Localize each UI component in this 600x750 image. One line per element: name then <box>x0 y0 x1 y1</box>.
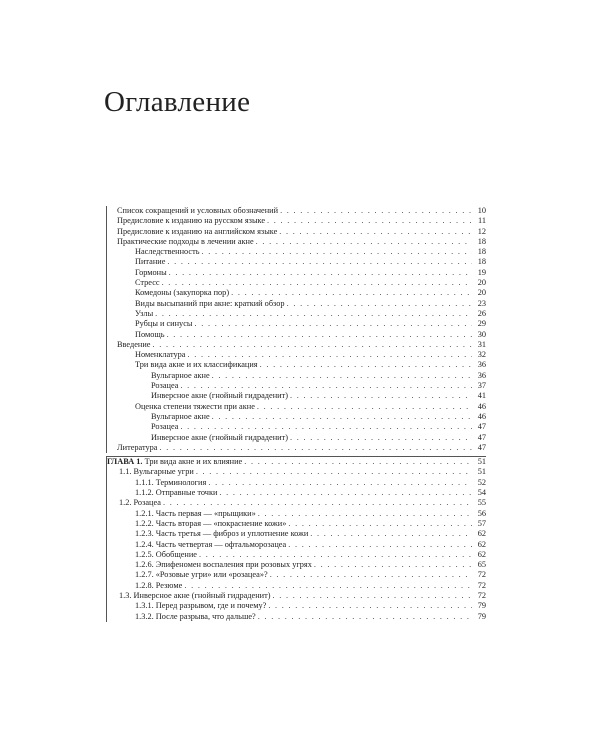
leader-dots <box>270 570 472 580</box>
chapter-title: Три вида акне и их влияние <box>144 457 243 467</box>
toc-page-number: 10 <box>477 206 486 215</box>
toc-page-number: 72 <box>477 580 486 590</box>
toc-page-number: 72 <box>477 590 486 600</box>
toc-entry[interactable] <box>106 422 486 432</box>
toc-entry[interactable] <box>106 247 486 257</box>
toc-entry[interactable] <box>106 206 486 216</box>
toc-entry[interactable] <box>106 278 486 288</box>
leader-dots <box>212 371 472 381</box>
toc-entry[interactable] <box>106 540 486 550</box>
toc-entry[interactable] <box>106 570 486 580</box>
toc-entry-text: Инверсное акне (гнойный гидраденит) <box>151 391 288 401</box>
leader-dots <box>163 498 472 508</box>
toc-entry-text: 1.3.2. После разрыва, что дальше? <box>135 611 256 621</box>
toc-page-number: 62 <box>477 529 486 539</box>
leader-dots <box>258 509 472 519</box>
toc-entry-text: Розацеа <box>151 381 179 391</box>
leader-dots <box>201 247 472 257</box>
toc-page-number: 37 <box>477 381 486 391</box>
toc-page-number: 36 <box>477 370 486 380</box>
table-of-contents <box>106 206 486 622</box>
toc-entry-text: Инверсное акне (гнойный гидраденит) <box>151 432 288 442</box>
front-section <box>106 206 486 453</box>
toc-page-number: 51 <box>477 467 486 477</box>
toc-entry-text: Виды высыпаний при акне: краткий обзор <box>135 298 285 308</box>
toc-entry[interactable] <box>106 237 486 247</box>
leader-dots <box>268 601 472 611</box>
toc-entry-text: Вульгарное акне <box>151 370 210 380</box>
toc-entry-text: Практические подходы в лечении акне <box>117 236 254 246</box>
toc-entry-text: 1.2.4. Часть четвертая — офтальморозацеа <box>135 539 287 549</box>
leader-dots <box>280 206 472 216</box>
toc-entry-text: 1.2.5. Обобщение <box>135 549 197 559</box>
toc-entry[interactable] <box>106 529 486 539</box>
toc-entry[interactable] <box>106 612 486 622</box>
toc-entry[interactable] <box>106 591 486 601</box>
leader-dots <box>256 237 472 247</box>
leader-dots <box>196 467 472 477</box>
chapter-section <box>106 467 486 621</box>
toc-page-number: 41 <box>477 391 486 401</box>
chapter-label: ГЛАВА 1. <box>107 457 143 467</box>
toc-page-number: 36 <box>477 360 486 370</box>
toc-entry[interactable] <box>106 433 486 443</box>
leader-dots <box>162 278 472 288</box>
leader-dots <box>160 443 473 453</box>
toc-page-number: 31 <box>477 339 486 349</box>
toc-entry-text: 1.2.3. Часть третья — фиброз и уплотнение кожи <box>135 529 309 539</box>
toc-entry[interactable] <box>106 288 486 298</box>
toc-entry[interactable] <box>106 443 486 453</box>
toc-entry[interactable] <box>106 478 486 488</box>
toc-entry[interactable] <box>106 319 486 329</box>
toc-entry[interactable] <box>106 519 486 529</box>
toc-page-number: 20 <box>477 278 486 288</box>
toc-page-number: 47 <box>477 422 486 432</box>
toc-entry[interactable] <box>106 560 486 570</box>
toc-entry[interactable] <box>106 412 486 422</box>
toc-entry-text: 1.3.1. Перед разрывом, где и почему? <box>135 601 267 611</box>
leader-dots <box>155 309 472 319</box>
chapter-page-number: 51 <box>477 457 486 467</box>
toc-entry-text: 1.2.7. «Розовые угри» или «розацеа»? <box>135 570 268 580</box>
leader-dots <box>288 540 472 550</box>
leader-dots <box>180 381 472 391</box>
leader-dots <box>287 299 472 309</box>
toc-page-number: 62 <box>477 549 486 559</box>
chapter-heading[interactable] <box>106 456 486 467</box>
leader-dots <box>184 581 472 591</box>
leader-dots <box>257 402 472 412</box>
leader-dots <box>258 612 472 622</box>
toc-entry-text: 1.1.2. Отправные точки <box>135 488 218 498</box>
toc-entry-text: 1.1. Вульгарные угри <box>119 467 194 477</box>
toc-entry[interactable] <box>106 391 486 401</box>
toc-entry-text: 1.1.1. Терминология <box>135 477 207 487</box>
toc-page-number: 79 <box>477 601 486 611</box>
toc-page-number: 23 <box>477 298 486 308</box>
toc-entry[interactable] <box>106 330 486 340</box>
toc-entry[interactable] <box>106 381 486 391</box>
toc-entry-text: Оценка степени тяжести при акне <box>135 401 255 411</box>
leader-dots <box>167 257 472 267</box>
toc-entry-text: Розацеа <box>151 422 179 432</box>
leader-dots <box>279 227 472 237</box>
toc-entry-text: Питание <box>135 257 166 267</box>
toc-entry-text: 1.2.2. Часть вторая — «покраснение кожи» <box>135 518 287 528</box>
toc-entry-text: Наследственность <box>135 247 200 257</box>
toc-page-number: 62 <box>477 539 486 549</box>
leader-dots <box>208 478 472 488</box>
toc-entry[interactable] <box>106 227 486 237</box>
toc-page-number: 29 <box>477 319 486 329</box>
toc-entry-text: Три вида акне и их классификация <box>135 360 258 370</box>
toc-entry-text: Рубцы и синусы <box>135 319 193 329</box>
toc-entry-text: 1.2.1. Часть первая — «прыщики» <box>135 508 256 518</box>
leader-dots <box>272 591 472 601</box>
toc-entry[interactable] <box>106 216 486 226</box>
toc-entry[interactable] <box>106 340 486 350</box>
toc-entry-text: Гормоны <box>135 267 167 277</box>
toc-page-number: 79 <box>477 611 486 621</box>
toc-entry[interactable] <box>106 550 486 560</box>
toc-page-number: 20 <box>477 288 486 298</box>
leader-dots <box>244 457 472 467</box>
leader-dots <box>167 330 472 340</box>
leader-dots <box>290 433 472 443</box>
leader-dots <box>231 288 472 298</box>
toc-page-number: 12 <box>477 226 486 236</box>
toc-page-number: 54 <box>477 488 486 498</box>
toc-entry[interactable] <box>106 402 486 412</box>
leader-dots <box>180 422 472 432</box>
toc-entry-text: Введение <box>117 339 151 349</box>
leader-dots <box>314 560 472 570</box>
toc-entry[interactable] <box>106 371 486 381</box>
toc-entry-text: Номенклатура <box>135 350 186 360</box>
toc-page-number: 55 <box>477 498 486 508</box>
toc-page-number: 65 <box>477 560 486 570</box>
toc-entry[interactable] <box>106 601 486 611</box>
leader-dots <box>310 529 472 539</box>
toc-page-number: 46 <box>477 401 486 411</box>
toc-entry[interactable] <box>106 350 486 360</box>
toc-page-number: 32 <box>477 350 486 360</box>
leader-dots <box>219 488 472 498</box>
toc-page-number: 26 <box>477 308 486 318</box>
leader-dots <box>152 340 472 350</box>
leader-dots <box>199 550 472 560</box>
toc-entry[interactable] <box>106 360 486 370</box>
toc-page-number: 47 <box>477 432 486 442</box>
leader-dots <box>194 319 472 329</box>
leader-dots <box>169 268 472 278</box>
toc-entry-text: Предисловие к изданию на английском языке <box>117 226 278 236</box>
toc-entry-text: 1.3. Инверсное акне (гнойный гидраденит) <box>119 590 271 600</box>
toc-entry-text: Стресс <box>135 278 160 288</box>
leader-dots <box>212 412 472 422</box>
toc-entry-text: Список сокращений и условных обозначений <box>117 206 279 215</box>
toc-page-number: 11 <box>478 216 486 226</box>
toc-page-number: 18 <box>477 257 486 267</box>
leader-dots <box>188 350 473 360</box>
toc-page-number: 57 <box>477 518 486 528</box>
toc-entry-text: 1.2. Розацеа <box>119 498 161 508</box>
leader-dots <box>260 360 472 370</box>
toc-entry[interactable] <box>106 509 486 519</box>
toc-entry-text: Помощь <box>135 329 165 339</box>
toc-entry[interactable] <box>106 257 486 267</box>
toc-entry-text: 1.2.6. Эпифеномен воспаления при розовых угрях <box>135 560 312 570</box>
toc-entry-text: Вульгарное акне <box>151 411 210 421</box>
toc-entry[interactable] <box>106 299 486 309</box>
toc-entry-text: Предисловие к изданию на русском языке <box>117 216 266 226</box>
toc-entry[interactable] <box>106 309 486 319</box>
leader-dots <box>290 391 472 401</box>
toc-entry[interactable] <box>106 488 486 498</box>
toc-page-number: 18 <box>477 236 486 246</box>
toc-page-number: 46 <box>477 411 486 421</box>
toc-entry[interactable] <box>106 268 486 278</box>
toc-entry-text: Узлы <box>135 308 154 318</box>
toc-entry[interactable] <box>106 467 486 477</box>
toc-page-number: 56 <box>477 508 486 518</box>
toc-entry-text: Комедоны (закупорка пор) <box>135 288 230 298</box>
toc-entry-text: Литература <box>117 442 158 452</box>
leader-dots <box>288 519 472 529</box>
toc-page-number: 19 <box>477 267 486 277</box>
toc-entry-text: 1.2.8. Резюме <box>135 580 183 590</box>
toc-entry[interactable] <box>106 498 486 508</box>
leader-dots <box>267 216 472 226</box>
toc-entry[interactable] <box>106 581 486 591</box>
toc-page-number: 18 <box>477 247 486 257</box>
toc-page-number: 52 <box>477 477 486 487</box>
toc-page-number: 30 <box>477 329 486 339</box>
toc-page-number: 72 <box>477 570 486 580</box>
toc-page-number: 47 <box>477 442 486 452</box>
page-title: Оглавление <box>104 86 251 118</box>
